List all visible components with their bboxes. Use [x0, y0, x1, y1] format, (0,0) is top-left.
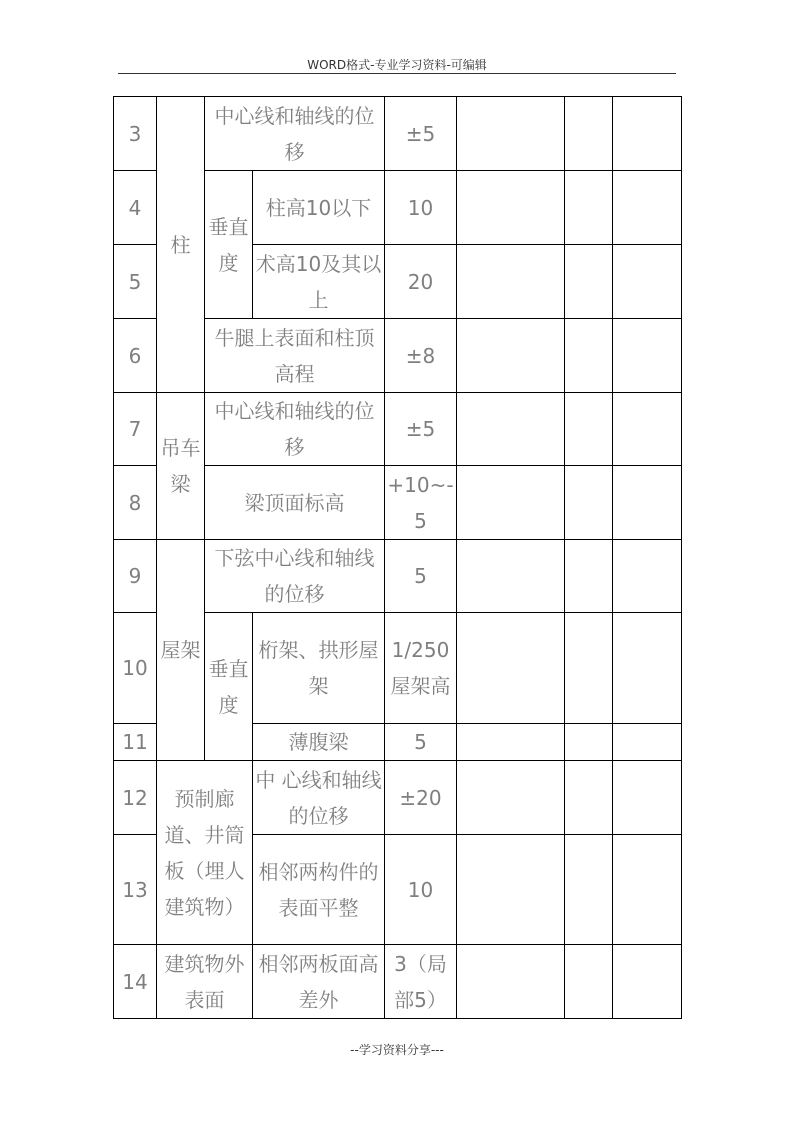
- empty-cell: [457, 835, 565, 945]
- value-cell: 5: [385, 724, 457, 761]
- item-cell: 下弦中心线和轴线的位移: [205, 540, 385, 613]
- tolerance-table: [113, 96, 682, 1019]
- value-cell: ±5: [385, 393, 457, 466]
- empty-cell: [457, 724, 565, 761]
- empty-cell: [613, 613, 682, 724]
- empty-cell: [613, 393, 682, 466]
- empty-cell: [457, 540, 565, 613]
- empty-cell: [457, 319, 565, 393]
- empty-cell: [457, 761, 565, 835]
- group-cell-corridor: 预制廊道、井筒板（埋人建筑物）: [157, 761, 253, 945]
- page-header: WORD格式-专业学习资料-可编辑: [307, 58, 487, 72]
- sub-group-cell: 垂直度: [205, 613, 253, 761]
- empty-cell: [613, 761, 682, 835]
- row-number: 10: [114, 613, 157, 724]
- row-number: 7: [114, 393, 157, 466]
- empty-cell: [457, 945, 565, 1019]
- empty-cell: [565, 97, 613, 171]
- row-number: 9: [114, 540, 157, 613]
- row-number: 11: [114, 724, 157, 761]
- empty-cell: [565, 319, 613, 393]
- item-cell: 相邻两板面高差外: [253, 945, 385, 1019]
- empty-cell: [613, 245, 682, 319]
- table-row: [114, 97, 682, 171]
- group-cell-crane-beam: 吊车梁: [157, 393, 205, 540]
- empty-cell: [613, 171, 682, 245]
- empty-cell: [613, 835, 682, 945]
- empty-cell: [613, 724, 682, 761]
- group-cell-building-surface: 建筑物外表面: [157, 945, 253, 1019]
- empty-cell: [457, 245, 565, 319]
- row-number: 14: [114, 945, 157, 1019]
- empty-cell: [457, 171, 565, 245]
- item-cell: 梁顶面标高: [205, 466, 385, 540]
- item-cell: 牛腿上表面和柱顶高程: [205, 319, 385, 393]
- item-cell: 薄腹梁: [253, 724, 385, 761]
- empty-cell: [613, 97, 682, 171]
- group-cell-roof-truss: 屋架: [157, 540, 205, 761]
- row-number: 12: [114, 761, 157, 835]
- group-cell-column: 柱: [157, 97, 205, 393]
- item-cell: 中 心线和轴线的位移: [253, 761, 385, 835]
- table-row: [114, 540, 682, 613]
- value-cell: 20: [385, 245, 457, 319]
- value-cell: 1/250屋架高: [385, 613, 457, 724]
- row-number: 6: [114, 319, 157, 393]
- row-number: 8: [114, 466, 157, 540]
- value-cell: 5: [385, 540, 457, 613]
- empty-cell: [457, 97, 565, 171]
- value-cell: ±20: [385, 761, 457, 835]
- row-number: 3: [114, 97, 157, 171]
- value-cell: ±8: [385, 319, 457, 393]
- sub-group-cell: 垂直度: [205, 171, 253, 319]
- value-cell: +10~-5: [385, 466, 457, 540]
- empty-cell: [565, 761, 613, 835]
- item-cell: 相邻两构件的表面平整: [253, 835, 385, 945]
- empty-cell: [565, 245, 613, 319]
- item-cell: 中心线和轴线的位移: [205, 393, 385, 466]
- item-cell: 中心线和轴线的位移: [205, 97, 385, 171]
- empty-cell: [565, 613, 613, 724]
- table-row: [114, 761, 682, 835]
- empty-cell: [613, 540, 682, 613]
- empty-cell: [565, 171, 613, 245]
- table-row: [114, 393, 682, 466]
- value-cell: ±5: [385, 97, 457, 171]
- item-cell: 柱高10以下: [253, 171, 385, 245]
- empty-cell: [613, 945, 682, 1019]
- value-cell: 10: [385, 835, 457, 945]
- empty-cell: [613, 319, 682, 393]
- empty-cell: [565, 724, 613, 761]
- value-cell: 10: [385, 171, 457, 245]
- empty-cell: [457, 466, 565, 540]
- empty-cell: [457, 393, 565, 466]
- header-rule: [118, 73, 676, 74]
- row-number: 13: [114, 835, 157, 945]
- empty-cell: [565, 945, 613, 1019]
- item-cell: 术高10及其以上: [253, 245, 385, 319]
- empty-cell: [565, 466, 613, 540]
- empty-cell: [613, 466, 682, 540]
- empty-cell: [565, 540, 613, 613]
- row-number: 4: [114, 171, 157, 245]
- value-cell: 3（局部5）: [385, 945, 457, 1019]
- row-number: 5: [114, 245, 157, 319]
- page-footer: --学习资料分享---: [350, 1043, 444, 1057]
- table-row: [114, 945, 682, 1019]
- empty-cell: [565, 835, 613, 945]
- item-cell: 桁架、拱形屋架: [253, 613, 385, 724]
- empty-cell: [565, 393, 613, 466]
- empty-cell: [457, 613, 565, 724]
